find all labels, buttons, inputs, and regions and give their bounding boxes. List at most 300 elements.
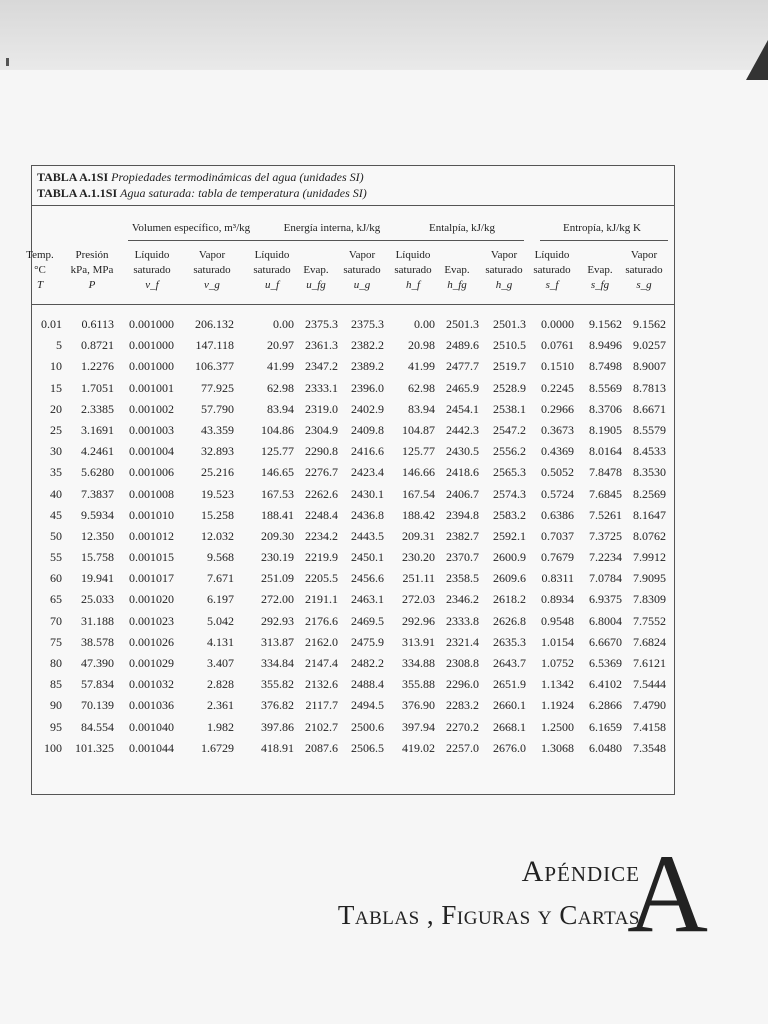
- table-cell: 230.20: [402, 550, 435, 565]
- group-entropy: Entropía, kJ/kg K: [563, 222, 641, 234]
- table-cell: 2418.6: [446, 465, 479, 480]
- header-line-1: Vapor: [348, 249, 376, 261]
- table-cell: 2234.2: [305, 528, 338, 543]
- table-cell: 125.77: [402, 444, 435, 459]
- table-cell: 0.3673: [541, 422, 574, 437]
- table-cell: 95: [50, 719, 62, 734]
- rule-top: [32, 205, 674, 206]
- column-header: [122, 248, 182, 293]
- table-cell: 7.3837: [81, 486, 114, 501]
- table-cell: 6.2866: [589, 698, 622, 713]
- table-cell: 2147.4: [305, 656, 338, 670]
- page-corner: [746, 40, 768, 80]
- table-cell: 7.3548: [633, 740, 666, 755]
- table-cell: 0.001015: [129, 550, 174, 565]
- table-cell: 6.1659: [589, 719, 622, 734]
- table-cell: 77.925: [201, 380, 234, 395]
- appendix-title: Apéndice: [521, 855, 640, 888]
- table-cell: 75: [50, 634, 62, 649]
- table-cell: 8.2569: [633, 486, 666, 501]
- table-cell: 2565.3: [493, 465, 526, 480]
- table-cell: 1.982: [207, 719, 234, 734]
- header-line-2: saturado: [193, 264, 231, 276]
- group-line-volume: [128, 240, 260, 241]
- table-row: [32, 462, 674, 483]
- table-row: [32, 356, 674, 377]
- table-cell: 2375.3: [305, 317, 338, 331]
- table-caption-1: [37, 170, 364, 185]
- table-cell: 0.9548: [541, 613, 574, 628]
- table-cell: 167.54: [402, 486, 435, 501]
- table-cell: 10: [50, 359, 62, 374]
- table-cell: 397.86: [261, 719, 294, 734]
- caption-1-label: TABLA A.1SI: [37, 170, 109, 184]
- table-row: [32, 420, 674, 441]
- table-cell: 2389.2: [351, 359, 384, 374]
- table-cell: 5.6280: [81, 465, 114, 480]
- table-cell: 40: [50, 486, 62, 501]
- table-cell: 9.1562: [633, 317, 666, 331]
- table-cell: 1.0752: [541, 656, 574, 670]
- table-cell: 2409.8: [351, 422, 384, 437]
- table-cell: 1.1924: [541, 698, 574, 713]
- table-cell: 209.31: [402, 528, 435, 543]
- table-cell: 90: [50, 698, 62, 713]
- column-header: [182, 248, 242, 293]
- caption-2-text: Agua saturada: tabla de temperatura (unidades SI): [120, 186, 367, 200]
- header-line-2: saturado: [533, 264, 571, 276]
- table-cell: 5: [56, 338, 62, 353]
- table-cell: 0.2966: [541, 401, 574, 416]
- table-cell: 2283.2: [446, 698, 479, 713]
- table-cell: 8.1647: [633, 507, 666, 522]
- table-row: [32, 653, 674, 674]
- table-cell: 2482.2: [351, 656, 384, 670]
- table-cell: 2465.9: [446, 380, 479, 395]
- table-cell: 0.6386: [541, 507, 574, 522]
- table-cell: 0.7679: [541, 550, 574, 565]
- table-cell: 2547.2: [493, 422, 526, 437]
- table-cell: 6.9375: [589, 592, 622, 607]
- table-cell: 83.94: [408, 401, 435, 416]
- table-cell: 30: [50, 444, 62, 459]
- table-cell: 188.42: [402, 507, 435, 522]
- table-cell: 62.98: [267, 380, 294, 395]
- table-cell: 2358.5: [446, 571, 479, 586]
- table-cell: 2442.3: [446, 422, 479, 437]
- table-cell: 0.001020: [129, 592, 174, 607]
- table-cell: 2583.2: [493, 507, 526, 522]
- table-cell: 2501.3: [493, 317, 526, 331]
- table-cell: 2430.1: [351, 486, 384, 501]
- table-cell: 206.132: [195, 317, 234, 331]
- table-cell: 2117.7: [305, 698, 338, 713]
- table-cell: 292.96: [402, 613, 435, 628]
- table-cell: 32.893: [201, 444, 234, 459]
- header-line-2: Evap.: [303, 264, 329, 276]
- table-cell: 2248.4: [305, 507, 338, 522]
- header-symbol: T: [36, 279, 44, 291]
- table-cell: 2416.6: [351, 444, 384, 459]
- table-cell: 19.523: [201, 486, 234, 501]
- header-line-1: Líquido: [134, 249, 170, 261]
- table-cell: 146.65: [261, 465, 294, 480]
- table-cell: 2609.6: [493, 571, 526, 586]
- table-cell: 3.407: [207, 656, 234, 670]
- table-cell: 2102.7: [305, 719, 338, 734]
- table-cell: 8.3706: [589, 401, 622, 416]
- header-symbol: v_f: [145, 279, 159, 291]
- table-cell: 7.8478: [589, 465, 622, 480]
- table-cell: 2296.0: [446, 677, 479, 692]
- table-cell: 376.82: [261, 698, 294, 713]
- table-cell: 0.001012: [129, 528, 174, 543]
- table-cell: 35: [50, 465, 62, 480]
- table-cell: 70.139: [81, 698, 114, 713]
- table-cell: 2538.1: [493, 401, 526, 416]
- table-cell: 50: [50, 528, 62, 543]
- table-cell: 0.001000: [129, 359, 174, 374]
- table-cell: 65: [50, 592, 62, 607]
- table-cell: 1.1342: [541, 677, 574, 692]
- table-cell: 2600.9: [493, 550, 526, 565]
- table-cell: 334.84: [261, 656, 294, 670]
- table-cell: 25.216: [201, 465, 234, 480]
- header-symbol: s_f: [545, 279, 559, 291]
- table-cell: 146.66: [402, 465, 435, 480]
- table-cell: 2643.7: [493, 656, 526, 670]
- table-cell: 1.3068: [541, 740, 574, 755]
- table-cell: 0.001003: [129, 422, 174, 437]
- table-cell: 355.88: [402, 677, 435, 692]
- table-cell: 2668.1: [493, 719, 526, 734]
- table-cell: 376.90: [402, 698, 435, 713]
- table-cell: 106.377: [195, 359, 234, 374]
- table-cell: 2382.7: [446, 528, 479, 543]
- table-cell: 209.30: [261, 528, 294, 543]
- table-cell: 2257.0: [446, 740, 479, 755]
- table-cell: 8.4533: [633, 444, 666, 459]
- table-cell: 2660.1: [493, 698, 526, 713]
- table-cell: 2488.4: [351, 677, 384, 692]
- table-cell: 8.5569: [589, 380, 622, 395]
- table-cell: 7.6824: [633, 634, 666, 649]
- table-cell: 313.87: [261, 634, 294, 649]
- table-cell: 7.9095: [633, 571, 666, 586]
- table-cell: 2510.5: [493, 338, 526, 353]
- header-symbol: s_g: [636, 279, 652, 291]
- table-cell: 1.6729: [201, 740, 234, 755]
- table-cell: 0.001008: [129, 486, 174, 501]
- table-row: [32, 399, 674, 420]
- table-cell: 31.188: [81, 613, 114, 628]
- table-cell: 2618.2: [493, 592, 526, 607]
- table-cell: 147.118: [195, 338, 234, 353]
- table-cell: 1.2500: [541, 719, 574, 734]
- table-cell: 0.001040: [129, 719, 174, 734]
- table-cell: 0.001000: [129, 338, 174, 353]
- table-cell: 2162.0: [305, 634, 338, 649]
- table-row: [32, 526, 674, 547]
- scan-shadow: [0, 0, 768, 80]
- table-row: [32, 314, 674, 335]
- table-cell: 25: [50, 422, 62, 437]
- table-cell: 0.2245: [541, 380, 574, 395]
- table-cell: 2361.3: [305, 338, 338, 353]
- table-cell: 5.042: [207, 613, 234, 628]
- table-cell: 2454.1: [446, 401, 479, 416]
- header-line-1: Vapor: [198, 249, 226, 261]
- table-cell: 2370.7: [446, 550, 479, 565]
- table-cell: 2308.8: [446, 656, 479, 670]
- header-line-2: °C: [34, 264, 46, 276]
- table-row: [32, 717, 674, 738]
- table-cell: 334.88: [402, 656, 435, 670]
- table-caption-2: [37, 186, 367, 201]
- table-cell: 0.5724: [541, 486, 574, 501]
- table-cell: 0.00: [273, 317, 294, 331]
- header-symbol: v_g: [204, 279, 220, 291]
- table-cell: 4.2461: [81, 444, 114, 459]
- header-symbol: h_g: [495, 279, 513, 291]
- table-row: [32, 674, 674, 695]
- table-cell: 2132.6: [305, 677, 338, 692]
- table-cell: 7.3725: [589, 528, 622, 543]
- table-cell: 272.00: [261, 592, 294, 607]
- header-symbol: u_fg: [306, 279, 326, 291]
- table-cell: 20.97: [267, 338, 294, 353]
- table-cell: 2346.2: [446, 592, 479, 607]
- table-cell: 55: [50, 550, 62, 565]
- table-cell: 2191.1: [305, 592, 338, 607]
- table-cell: 8.5579: [633, 422, 666, 437]
- table-cell: 2436.8: [351, 507, 384, 522]
- table-cell: 0.0000: [541, 317, 574, 331]
- header-symbol: u_f: [264, 279, 280, 291]
- table-cell: 397.94: [402, 719, 435, 734]
- table-cell: 6.6670: [589, 634, 622, 649]
- table-cell: 2396.0: [351, 380, 384, 395]
- table-cell: 2333.1: [305, 380, 338, 395]
- table-cell: 125.77: [261, 444, 294, 459]
- table-row: [32, 441, 674, 462]
- table-cell: 313.91: [402, 634, 435, 649]
- table-cell: 2592.1: [493, 528, 526, 543]
- table-cell: 2626.8: [493, 613, 526, 628]
- table-cell: 2333.8: [446, 613, 479, 628]
- table-cell: 1.7051: [81, 380, 114, 395]
- table-cell: 3.1691: [81, 422, 114, 437]
- table-cell: 104.86: [261, 422, 294, 437]
- table-row: [32, 738, 674, 759]
- table-cell: 9.1562: [589, 317, 622, 331]
- header-line-2: Evap.: [587, 264, 613, 276]
- table-row: [32, 589, 674, 610]
- table-cell: 7.4790: [633, 698, 666, 713]
- table-cell: 6.5369: [589, 656, 622, 670]
- header-line-2: saturado: [485, 264, 523, 276]
- table-cell: 80: [50, 656, 62, 670]
- table-cell: 47.390: [81, 656, 114, 670]
- table-cell: 6.4102: [589, 677, 622, 692]
- header-line-1: Vapor: [490, 249, 518, 261]
- table-cell: 0.001001: [129, 380, 174, 395]
- table-cell: 0.8311: [541, 571, 574, 586]
- table-cell: 2494.5: [351, 698, 384, 713]
- table-cell: 6.8004: [589, 613, 622, 628]
- table-cell: 85: [50, 677, 62, 692]
- table-cell: 0.8934: [541, 592, 574, 607]
- header-line-2: kPa, MPa: [70, 264, 114, 276]
- table-cell: 7.6845: [589, 486, 622, 501]
- header-line-2: saturado: [343, 264, 381, 276]
- column-header: [614, 248, 674, 293]
- table-cell: 2528.9: [493, 380, 526, 395]
- table-cell: 0.001002: [129, 401, 174, 416]
- table-cell: 7.5444: [633, 677, 666, 692]
- table-cell: 2574.3: [493, 486, 526, 501]
- table-cell: 2506.5: [351, 740, 384, 755]
- header-symbol: s_fg: [590, 279, 610, 291]
- table-cell: 2635.3: [493, 634, 526, 649]
- table-cell: 0.0761: [541, 338, 574, 353]
- table-cell: 15.758: [81, 550, 114, 565]
- table-cell: 12.350: [81, 528, 114, 543]
- table-cell: 8.9007: [633, 359, 666, 374]
- table-cell: 101.325: [75, 740, 114, 755]
- table-row: [32, 547, 674, 568]
- appendix-letter: A: [627, 832, 708, 956]
- group-line-enthalpy: [400, 240, 524, 241]
- table-cell: 38.578: [81, 634, 114, 649]
- table-cell: 0.8721: [81, 338, 114, 353]
- table-cell: 355.82: [261, 677, 294, 692]
- table-cell: 272.03: [402, 592, 435, 607]
- table-cell: 167.53: [261, 486, 294, 501]
- group-volume: Volumen específico, m³/kg: [131, 222, 251, 234]
- table-cell: 251.09: [261, 571, 294, 586]
- table-cell: 2676.0: [493, 740, 526, 755]
- table-body: [32, 314, 674, 759]
- table-cell: 7.7552: [633, 613, 666, 628]
- table-cell: 0.001029: [129, 656, 174, 670]
- table-cell: 2347.2: [305, 359, 338, 374]
- table-cell: 2469.5: [351, 613, 384, 628]
- table-cell: 2475.9: [351, 634, 384, 649]
- header-symbol: h_fg: [447, 279, 467, 291]
- table-cell: 6.0480: [589, 740, 622, 755]
- table-cell: 2321.4: [446, 634, 479, 649]
- caption-1-text: Propiedades termodinámicas del agua (unidades SI): [111, 170, 364, 184]
- table-row: [32, 378, 674, 399]
- table-cell: 7.4158: [633, 719, 666, 734]
- table-cell: 7.6121: [633, 656, 666, 670]
- table-cell: 15: [50, 380, 62, 395]
- header-symbol: u_g: [353, 279, 371, 291]
- table-cell: 2276.7: [305, 465, 338, 480]
- table-cell: 2219.9: [305, 550, 338, 565]
- table-cell: 60: [50, 571, 62, 586]
- table-cell: 0.4369: [541, 444, 574, 459]
- table-cell: 41.99: [408, 359, 435, 374]
- header-line-1: Líquido: [395, 249, 431, 261]
- table-cell: 8.1905: [589, 422, 622, 437]
- header-line-2: saturado: [394, 264, 432, 276]
- table-cell: 8.0762: [633, 528, 666, 543]
- table-cell: 7.5261: [589, 507, 622, 522]
- table-cell: 2500.6: [351, 719, 384, 734]
- table-cell: 9.5934: [81, 507, 114, 522]
- table-cell: 2477.7: [446, 359, 479, 374]
- table-cell: 20.98: [408, 338, 435, 353]
- table-cell: 0.001006: [129, 465, 174, 480]
- table-cell: 0.1510: [541, 359, 574, 374]
- table-row: [32, 335, 674, 356]
- table-cell: 0.001004: [129, 444, 174, 459]
- group-line-entropy: [540, 240, 668, 241]
- table-cell: 1.2276: [81, 359, 114, 374]
- table-cell: 418.91: [261, 740, 294, 755]
- table-cell: 2463.1: [351, 592, 384, 607]
- table-cell: 2443.5: [351, 528, 384, 543]
- table-cell: 20: [50, 401, 62, 416]
- table-cell: 7.2234: [589, 550, 622, 565]
- table-cell: 62.98: [408, 380, 435, 395]
- table-cell: 0.001032: [129, 677, 174, 692]
- table-cell: 0.6113: [81, 317, 114, 331]
- header-line-1: Líquido: [254, 249, 290, 261]
- header-line-2: Evap.: [444, 264, 470, 276]
- table-cell: 0.001010: [129, 507, 174, 522]
- table-cell: 419.02: [402, 740, 435, 755]
- caption-2-label: TABLA A.1.1SI: [37, 186, 118, 200]
- table-cell: 8.6671: [633, 401, 666, 416]
- group-line-energy: [254, 240, 404, 241]
- table-cell: 2402.9: [351, 401, 384, 416]
- table-cell: 2489.6: [446, 338, 479, 353]
- table-cell: 2.361: [207, 698, 234, 713]
- table-row: [32, 568, 674, 589]
- table-cell: 15.258: [201, 507, 234, 522]
- table-cell: 57.834: [81, 677, 114, 692]
- table-row: [32, 484, 674, 505]
- table-cell: 9.568: [207, 550, 234, 565]
- column-header: [62, 248, 122, 293]
- table-row: [32, 505, 674, 526]
- table-cell: 0.001044: [129, 740, 174, 755]
- table-cell: 2430.5: [446, 444, 479, 459]
- header-line-2: saturado: [625, 264, 663, 276]
- header-line-2: saturado: [133, 264, 171, 276]
- table-cell: 9.0257: [633, 338, 666, 353]
- table-cell: 8.0164: [589, 444, 622, 459]
- table-cell: 0.00: [414, 317, 435, 331]
- table-cell: 251.11: [402, 571, 435, 586]
- table-cell: 8.3530: [633, 465, 666, 480]
- table-cell: 4.131: [207, 634, 234, 649]
- table-cell: 100: [44, 740, 62, 755]
- table-cell: 8.9496: [589, 338, 622, 353]
- header-line-1: Vapor: [630, 249, 658, 261]
- table-cell: 7.671: [207, 571, 234, 586]
- group-enthalpy: Entalpía, kJ/kg: [429, 222, 495, 234]
- group-energy: Energía interna, kJ/kg: [283, 222, 381, 234]
- table-cell: 6.197: [207, 592, 234, 607]
- table-cell: 188.41: [261, 507, 294, 522]
- table-cell: 2270.2: [446, 719, 479, 734]
- table-cell: 83.94: [267, 401, 294, 416]
- table-cell: 19.941: [81, 571, 114, 586]
